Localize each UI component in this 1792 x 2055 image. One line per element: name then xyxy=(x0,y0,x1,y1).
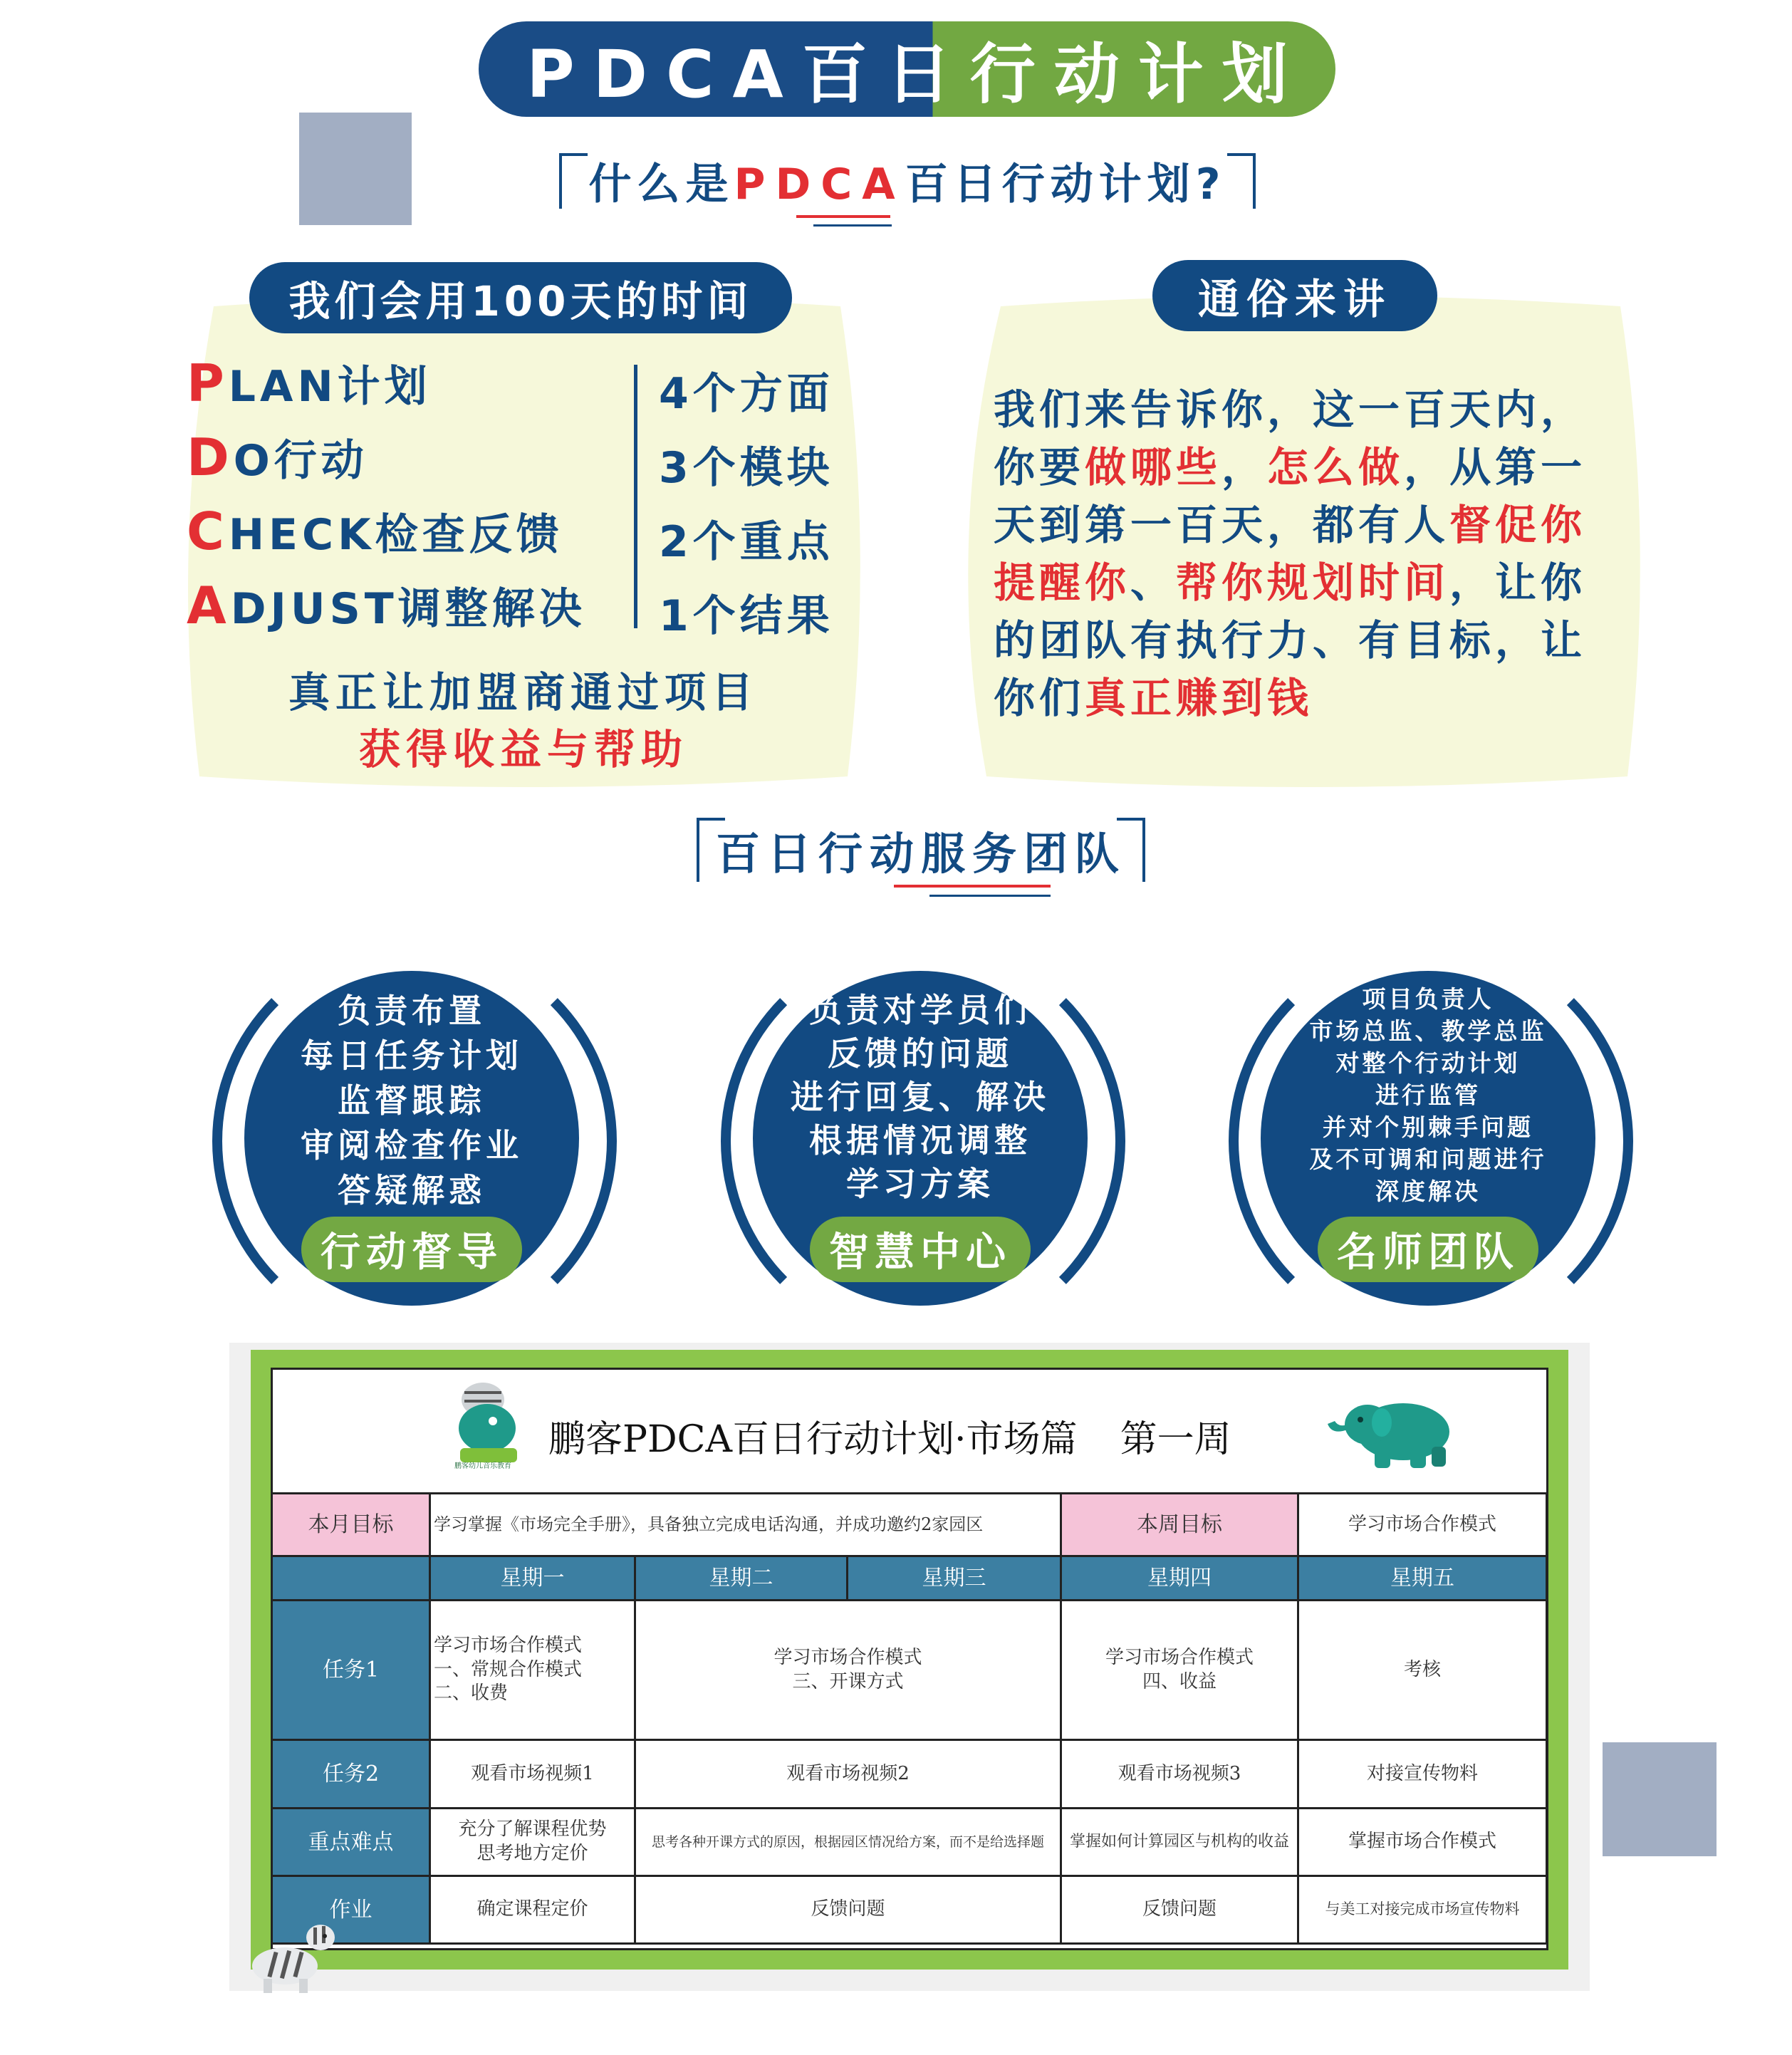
what-underline-navy xyxy=(813,224,892,227)
aspect-3: 2个重点 xyxy=(659,517,834,567)
page-title: PDCA百日行动计划 xyxy=(526,36,1306,113)
team-circle-smart-center: 负责对学员们 反馈的问题 进行回复、解决 根据情况调整 学习方案 智慧中心 xyxy=(721,939,1120,1338)
row-label: 重点难点 xyxy=(272,1809,430,1876)
day-header: 星期三 xyxy=(848,1556,1061,1601)
team-underline-red xyxy=(894,885,1051,888)
team-circle-masters: 项目负责人 市场总监、教学总监 对整个行动计划 进行监管 并对个别棘手问题 及不可调和问题进行 深度解决 名师团队 xyxy=(1229,939,1627,1338)
team-heading xyxy=(697,818,1145,882)
table-cell: 观看市场视频2 xyxy=(635,1740,1061,1809)
aspect-2: 3个模块 xyxy=(659,443,834,493)
day-header: 星期二 xyxy=(635,1556,848,1601)
what-heading xyxy=(559,153,1256,209)
table-cell: 学习市场合作模式 三、开课方式 xyxy=(635,1601,1061,1740)
table-cell: 反馈问题 xyxy=(1061,1876,1298,1944)
table-cell: 思考各种开课方式的原因，根据园区情况给方案，而不是给选择题 xyxy=(635,1809,1061,1876)
table-cell: 确定课程定价 xyxy=(430,1876,635,1944)
table-cell: 考核 xyxy=(1298,1601,1547,1740)
decor-square-bottom xyxy=(1603,1742,1717,1856)
circle-label-supervision: 行动督导 xyxy=(301,1217,522,1282)
pdca-plan: PLAN计划 xyxy=(187,353,432,413)
schedule-title: 鹏客PDCA百日行动计划·市场篇 第一周 xyxy=(548,1418,1231,1461)
logo-zebra-icon xyxy=(443,1378,523,1471)
week-goal-value: 学习市场合作模式 xyxy=(1298,1494,1547,1556)
what-underline-red xyxy=(796,215,890,218)
day-header: 星期一 xyxy=(430,1556,635,1601)
week-goal-label: 本周目标 xyxy=(1061,1494,1298,1556)
table-cell: 观看市场视频3 xyxy=(1061,1740,1298,1809)
month-goal-value: 学习掌握《市场完全手册》，具备独立完成电话沟通，并成功邀约2家园区 xyxy=(430,1494,1061,1556)
what-heading-prefix: 什么是 xyxy=(588,160,734,209)
pdca-check: CHECK检查反馈 xyxy=(187,501,563,561)
what-heading-suffix: 百日行动计划? xyxy=(905,160,1226,209)
aspect-1: 4个方面 xyxy=(659,369,834,419)
team-circle-supervision: 负责布置 每日任务计划 监督跟踪 审阅检查作业 答疑解惑 行动督导 xyxy=(212,939,611,1338)
team-heading-text: 百日行动服务团队 xyxy=(715,827,1126,880)
right-panel-pill-text: 通俗来讲 xyxy=(1197,275,1392,323)
left-panel-pill xyxy=(249,262,792,333)
table-cell: 反馈问题 xyxy=(635,1876,1061,1944)
left-panel-line2: 获得收益与帮助 xyxy=(358,725,688,774)
pdca-do: DO行动 xyxy=(187,427,368,487)
row-label: 任务2 xyxy=(272,1740,430,1809)
aspect-4: 1个结果 xyxy=(659,591,834,641)
table-cell: 掌握如何计算园区与机构的收益 xyxy=(1061,1809,1298,1876)
day-header: 星期四 xyxy=(1061,1556,1298,1601)
table-cell: 学习市场合作模式 四、收益 xyxy=(1061,1601,1298,1740)
table-cell: 观看市场视频1 xyxy=(430,1740,635,1809)
zebra-mascot-icon xyxy=(242,1909,342,1994)
circle-label-smart-center: 智慧中心 xyxy=(810,1217,1031,1282)
what-heading-accent: PDCA xyxy=(734,160,905,209)
table-cell: 充分了解课程优势 思考地方定价 xyxy=(430,1809,635,1876)
pdca-divider xyxy=(634,365,637,628)
decor-square-top xyxy=(299,113,412,225)
left-panel-line1: 真正让加盟商通过项目 xyxy=(288,668,759,717)
table-cell: 掌握市场合作模式 xyxy=(1298,1809,1547,1876)
right-panel-pill xyxy=(1152,260,1437,331)
table-cell: 对接宣传物料 xyxy=(1298,1740,1547,1809)
pdca-adjust: ADJUST调整解决 xyxy=(187,576,586,635)
circle-label-masters: 名师团队 xyxy=(1318,1217,1538,1282)
right-panel-text: 我们来告诉你，这一百天内，你要做哪些，怎么做，从第一天到第一百天，都有人督促你提醒你、帮你规划时间，让你的团队有执行力、有目标，让你们真正赚到钱 xyxy=(994,385,1587,722)
svg-text:鹏客幼儿音乐教育: 鹏客幼儿音乐教育 xyxy=(454,1462,511,1470)
team-underline-navy xyxy=(929,895,1051,897)
month-goal-label: 本月目标 xyxy=(272,1494,430,1556)
left-panel-pill-text: 我们会用100天的时间 xyxy=(288,277,753,326)
elephant-icon xyxy=(1325,1393,1460,1471)
row-label: 作业 xyxy=(272,1876,430,1944)
title-banner xyxy=(479,21,1335,117)
corner-cell xyxy=(272,1556,430,1601)
table-cell: 与美工对接完成市场宣传物料 xyxy=(1298,1876,1547,1944)
row-label: 任务1 xyxy=(272,1601,430,1740)
schedule-table xyxy=(271,1492,1548,1945)
table-cell: 学习市场合作模式 一、常规合作模式 二、收费 xyxy=(430,1601,635,1740)
day-header: 星期五 xyxy=(1298,1556,1547,1601)
